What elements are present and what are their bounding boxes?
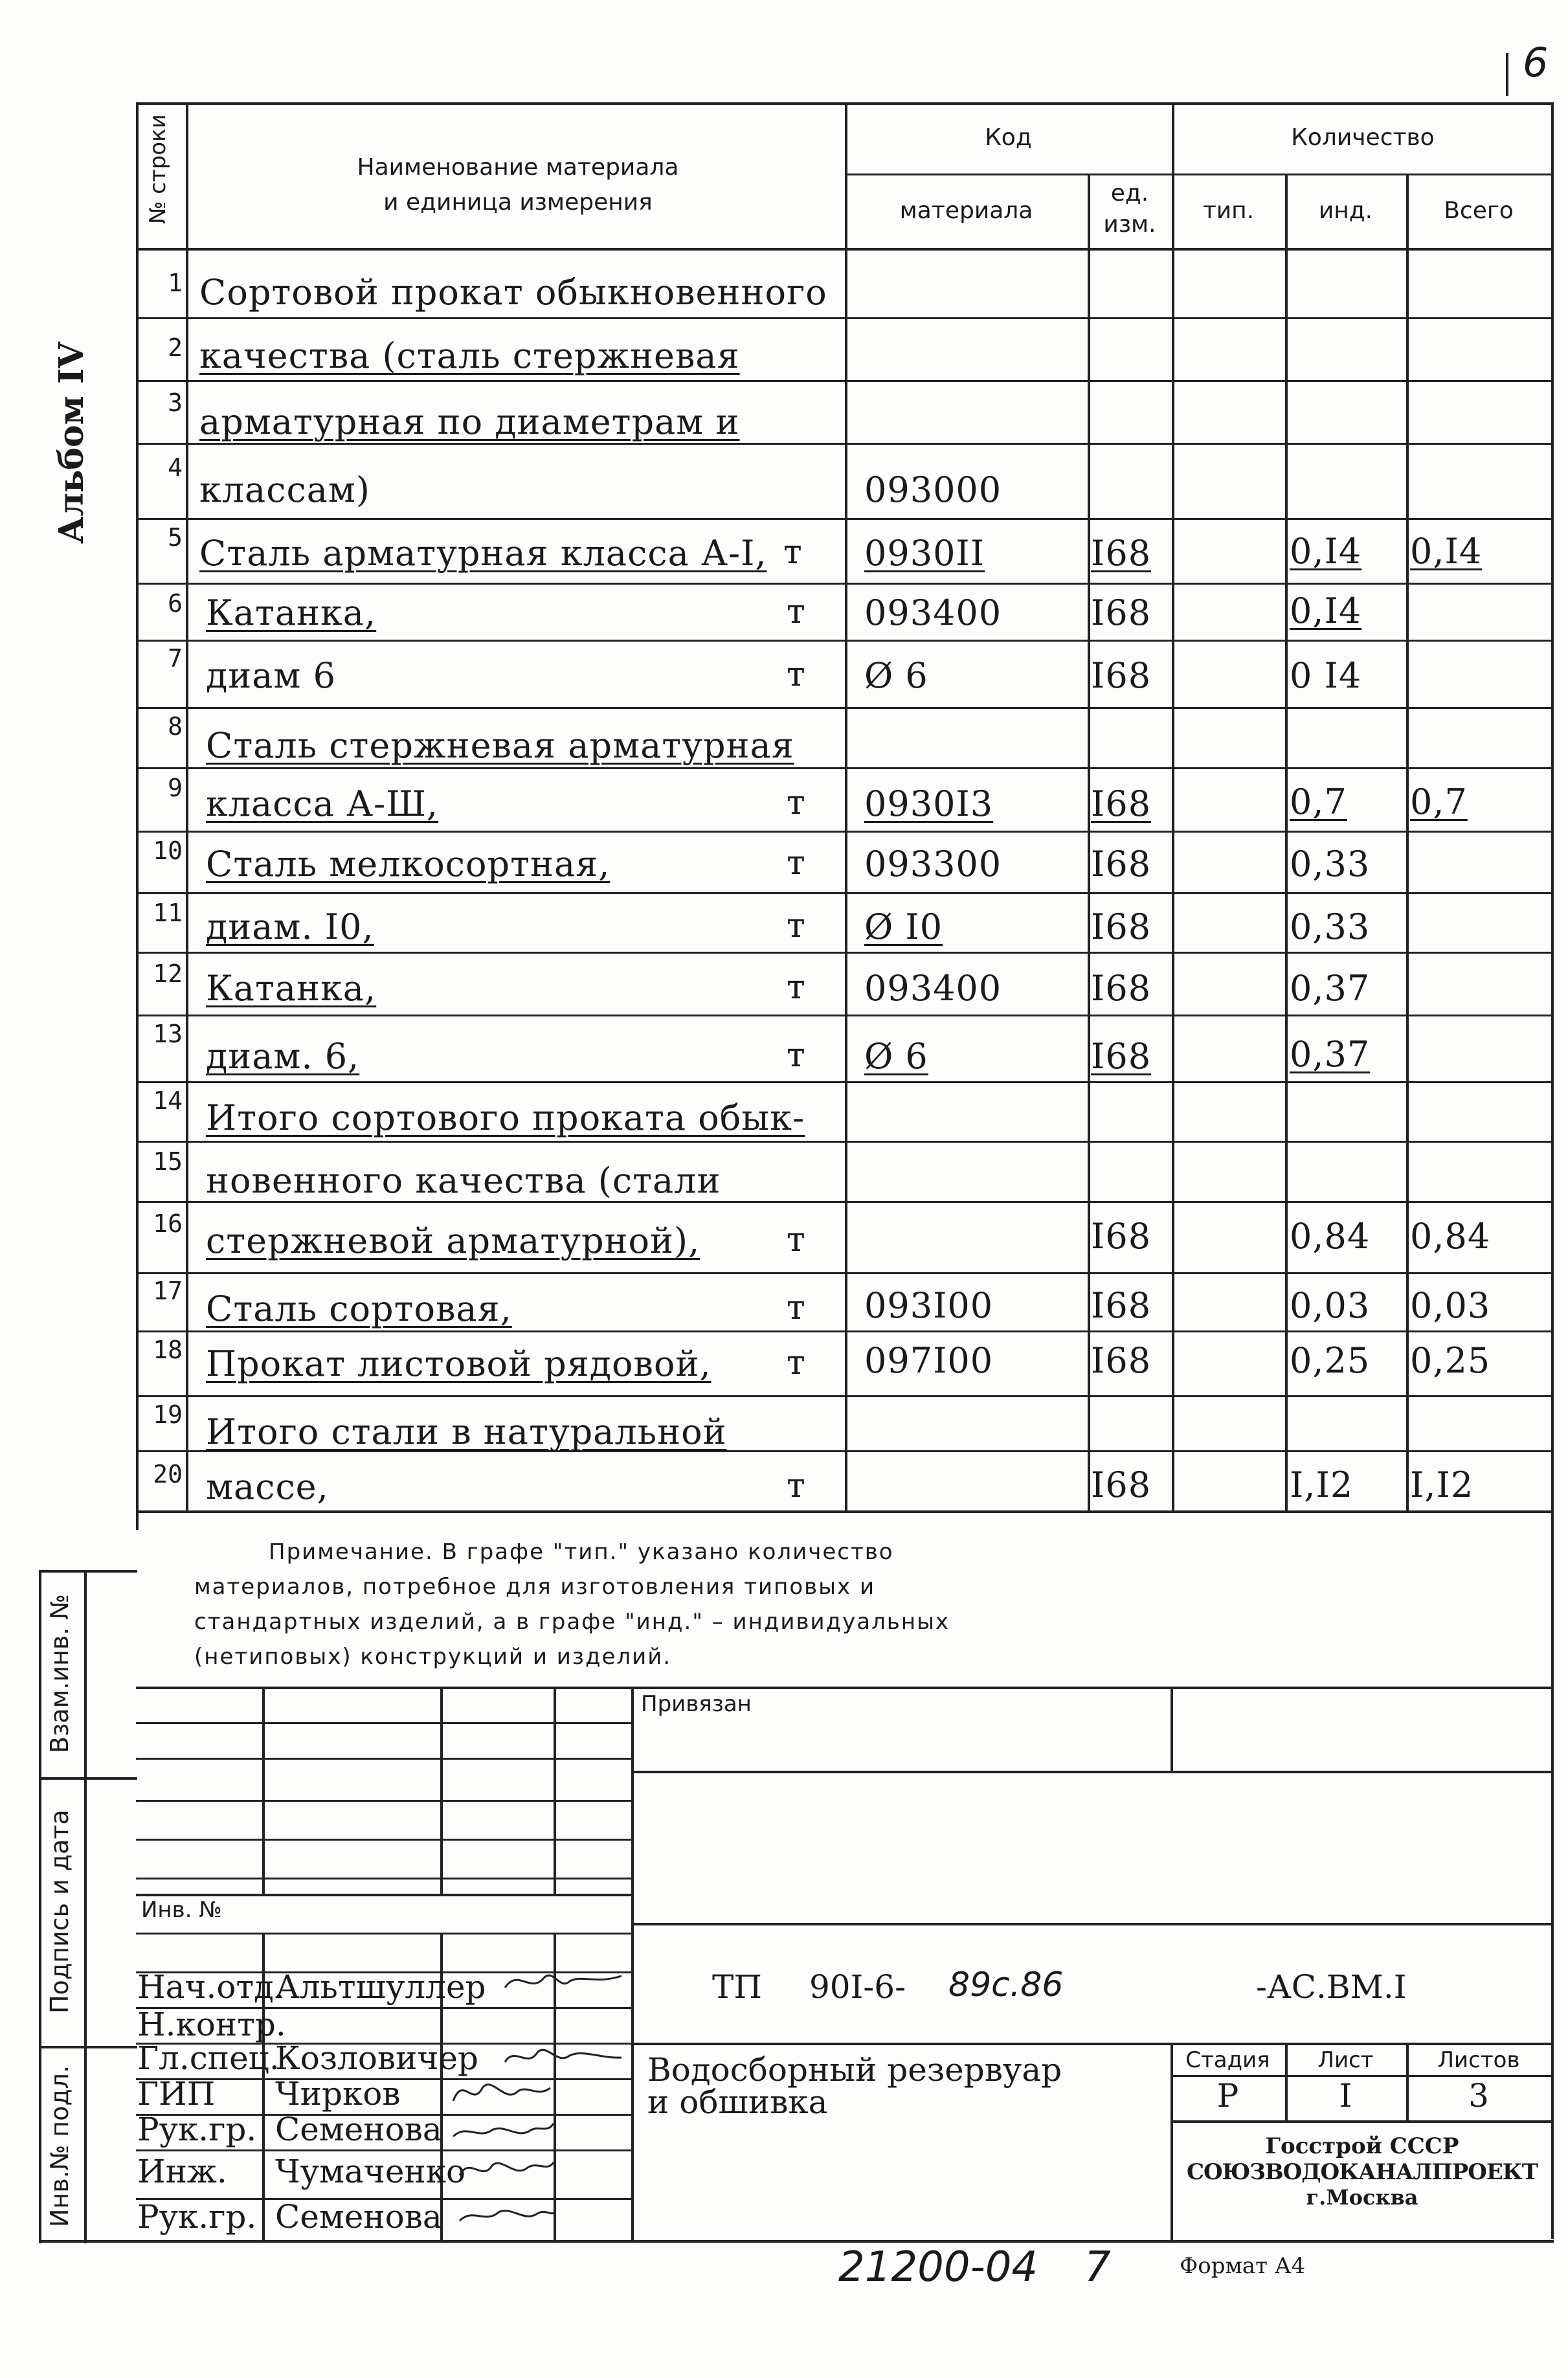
- row-code: 097I00: [864, 1340, 994, 1381]
- row-ind: 0,03: [1290, 1285, 1371, 1326]
- header-name-line1: Наименование материала: [357, 154, 679, 181]
- sig-row: [136, 1878, 633, 1879]
- role-name: Чумаченко: [275, 2153, 466, 2190]
- sheet-mark-rule: [1506, 53, 1508, 96]
- signature-3: [447, 2072, 557, 2111]
- row-ind: 0,84: [1290, 1216, 1371, 1257]
- row-sep: [136, 1330, 1554, 1332]
- row-ind: 0,7: [1290, 781, 1347, 822]
- row-ind: I,I2: [1290, 1464, 1354, 1505]
- header-row-no: № строки: [145, 114, 171, 224]
- signature-1: [498, 1962, 628, 2001]
- row-text: стержневой арматурной),: [206, 1220, 700, 1261]
- row-ed: I68: [1091, 968, 1152, 1009]
- header-material: материала: [899, 197, 1033, 224]
- row-text: качества (сталь стержневая: [199, 335, 740, 376]
- row-total: 0,25: [1410, 1340, 1491, 1381]
- header-name-line2: и единица измерения: [383, 189, 653, 216]
- col-code-divider: [1088, 175, 1090, 1510]
- sig-row: [136, 1933, 633, 1935]
- stage-label: Стадия: [1185, 2047, 1270, 2073]
- side-label-inv-podl: Инв.№ подл.: [45, 2065, 74, 2228]
- row-total: 0,7: [1410, 781, 1468, 822]
- row-number: 20: [153, 1460, 183, 1488]
- doc-suffix: -АС.ВМ.I: [1256, 1968, 1407, 2006]
- doc-number-top: [631, 1923, 1554, 1925]
- row-text: новенного качества (стали: [206, 1160, 721, 1201]
- row-unit: т: [787, 1466, 805, 1505]
- role-label: Гл.спец.: [137, 2039, 280, 2077]
- row-text: Итого сортового проката обык-: [206, 1097, 805, 1138]
- row-unit: т: [787, 1343, 805, 1382]
- row-text: Катанка,: [206, 592, 377, 633]
- row-ed: I68: [1091, 844, 1152, 884]
- row-text: Сталь стержневая арматурная: [206, 725, 794, 766]
- row-code: 093300: [864, 844, 1002, 884]
- row-sep: [136, 1395, 1554, 1397]
- row-total: I,I2: [1410, 1464, 1474, 1505]
- row-number: 16: [153, 1209, 183, 1238]
- note-line: Примечание. В графе "тип." указано количество: [269, 1539, 894, 1565]
- row-number: 6: [168, 589, 183, 618]
- row-code: Ø I0: [864, 906, 943, 947]
- row-number: 7: [168, 644, 183, 673]
- note-line: (нетиповых) конструкций и изделий.: [194, 1644, 672, 1670]
- row-number: 3: [168, 388, 183, 417]
- row-ed: I68: [1091, 1464, 1152, 1505]
- col-ind-divider: [1406, 175, 1409, 1510]
- row-unit: т: [787, 1288, 805, 1327]
- row-sep: [136, 1141, 1554, 1143]
- row-sep: [136, 443, 1554, 445]
- sig-col1: [262, 1687, 265, 1894]
- side-label-podpis: Подпись и дата: [45, 1810, 74, 2013]
- row-unit: т: [787, 906, 805, 945]
- row-sep: [136, 767, 1554, 769]
- col-typ-divider: [1285, 175, 1288, 1510]
- col-unit-divider: [1172, 102, 1174, 1510]
- row-ed: I68: [1091, 1285, 1152, 1326]
- note-line: стандартных изделий, а в графе "инд." – индивидуальных: [194, 1609, 950, 1635]
- stage-value: Р: [1216, 2077, 1239, 2114]
- row-sep: [136, 1201, 1554, 1203]
- row-ed: I68: [1091, 783, 1152, 824]
- privyazan-bottom: [631, 1771, 1554, 1773]
- row-text: диам. 6,: [206, 1036, 360, 1077]
- sig-row: [136, 1758, 633, 1760]
- row-ed: I68: [1091, 1340, 1152, 1381]
- row-unit: т: [783, 533, 802, 572]
- row-text: массе,: [206, 1466, 329, 1507]
- row-number: 17: [153, 1277, 183, 1305]
- sig-row: [136, 1894, 633, 1896]
- privyazan-right: [1170, 1687, 1173, 1771]
- sig-col4: [631, 1687, 634, 2240]
- row-ed: I68: [1091, 1216, 1152, 1257]
- row-unit: т: [787, 844, 805, 882]
- sig-row: [136, 2149, 633, 2151]
- role-name: Семенова: [275, 2198, 442, 2236]
- role-label: Рук.гр.: [137, 2198, 257, 2236]
- row-total: 0,03: [1410, 1285, 1491, 1326]
- sheets-label: Листов: [1437, 2047, 1520, 2073]
- row-sep: [136, 380, 1554, 382]
- margin-strip-sep1: [39, 1777, 137, 1780]
- row-ed: I68: [1091, 906, 1152, 947]
- signature-6: [453, 2198, 557, 2234]
- doc-number-hand: 89с.86: [948, 1966, 1064, 2004]
- stage-box-bottom: [1170, 2120, 1554, 2123]
- header-unit-line1: ед.: [1110, 180, 1149, 207]
- row-number: 18: [153, 1336, 183, 1364]
- footer-hand-page: 7: [1084, 2243, 1111, 2291]
- row-unit: т: [787, 592, 805, 631]
- row-number: 12: [153, 959, 183, 988]
- inv-no-label: Инв. №: [141, 1897, 222, 1923]
- header-typ: тип.: [1202, 197, 1255, 224]
- row-text: диам. I0,: [206, 906, 374, 947]
- org-block: [1173, 2133, 1551, 2210]
- sig-col2: [440, 1687, 443, 1894]
- row-code: Ø 6: [864, 1036, 928, 1077]
- row-sep: [136, 640, 1554, 642]
- table-left-border: [136, 102, 139, 1530]
- header-total: Всего: [1444, 197, 1514, 224]
- row-number: 10: [153, 836, 183, 865]
- row-number: 8: [168, 712, 183, 741]
- role-name: Семенова: [275, 2111, 442, 2148]
- row-sep: [136, 1015, 1554, 1016]
- row-text: Сталь арматурная класса А-I,: [199, 533, 767, 574]
- table-bottom-line: [136, 1510, 1554, 1513]
- row-code: 093400: [864, 968, 1002, 1009]
- header-unit-line2: изм.: [1103, 211, 1156, 238]
- header-quantity: Количество: [1291, 124, 1435, 151]
- org-line1: Госстрой СССР: [1265, 2133, 1459, 2159]
- row-number: 11: [153, 899, 183, 927]
- row-total: 0,I4: [1410, 531, 1483, 572]
- role-label: Нач.отд.: [137, 1968, 284, 2006]
- role-label: Инж.: [137, 2153, 227, 2190]
- row-unit: т: [787, 655, 805, 694]
- row-number: 2: [168, 333, 183, 362]
- row-ind: 0,25: [1290, 1340, 1371, 1381]
- row-sep: [136, 1272, 1554, 1274]
- doc-number: 90I-6-: [809, 1968, 906, 2006]
- row-total: 0,84: [1410, 1216, 1491, 1257]
- role-name: Чирков: [275, 2075, 401, 2113]
- row-sep: [136, 892, 1554, 894]
- row-ed: I68: [1091, 592, 1152, 633]
- header-code: Код: [985, 124, 1032, 151]
- row-text: Сталь мелкосортная,: [206, 844, 610, 884]
- row-sep: [136, 317, 1554, 319]
- row-ind: 0,I4: [1290, 590, 1362, 631]
- sig-row: [136, 1839, 633, 1841]
- title-block-bottom: [39, 2240, 1554, 2243]
- role-label: Рук.гр.: [137, 2111, 257, 2148]
- signature-5: [453, 2149, 557, 2188]
- org-line3: г.Москва: [1306, 2185, 1418, 2210]
- row-number: 14: [153, 1086, 183, 1115]
- table-top-border: [136, 102, 1554, 105]
- doc-title-top: [631, 2043, 1554, 2045]
- row-number: 13: [153, 1020, 183, 1048]
- row-ind: 0,37: [1290, 1034, 1371, 1075]
- row-ed: I68: [1091, 533, 1152, 574]
- row-sep: [136, 583, 1554, 585]
- row-number: 4: [168, 453, 183, 482]
- row-sep: [136, 831, 1554, 833]
- sheet-label: Лист: [1317, 2047, 1374, 2073]
- row-number: 1: [168, 269, 183, 297]
- header-unit: [1088, 178, 1172, 240]
- margin-strip-mid: [84, 1570, 87, 2243]
- row-unit: т: [787, 783, 805, 822]
- row-text: Сталь сортовая,: [206, 1288, 512, 1329]
- header-ind: инд.: [1318, 197, 1373, 224]
- row-code: 093I00: [864, 1285, 994, 1326]
- row-ind: 0,37: [1290, 968, 1371, 1009]
- row-ind: 0,33: [1290, 844, 1371, 884]
- row-text: Катанка,: [206, 968, 377, 1009]
- signature-4: [447, 2114, 557, 2149]
- row-sep: [136, 952, 1554, 954]
- row-number: 9: [168, 774, 183, 802]
- org-line2: СОЮЗВОДОКАНАЛПРОЕКТ: [1186, 2159, 1538, 2185]
- privyazan-label: Привязан: [641, 1691, 752, 1717]
- sig-row: [136, 1722, 633, 1724]
- side-label-vzam: Взам.инв. №: [45, 1594, 74, 1753]
- row-code: 0930II: [864, 533, 985, 574]
- row-text: Сортовой прокат обыкновенного: [199, 272, 827, 313]
- row-ed: I68: [1091, 655, 1152, 696]
- sheets-value: 3: [1468, 2077, 1489, 2114]
- row-code: 0930I3: [864, 783, 994, 824]
- row-number: 15: [153, 1147, 183, 1176]
- row-number: 19: [153, 1400, 183, 1429]
- sheet-mark: 6: [1523, 39, 1549, 86]
- sig-col3: [554, 1687, 556, 1894]
- album-label: Альбом IV: [52, 342, 91, 544]
- role-name: Альтшуллер: [275, 1968, 486, 2006]
- format-label: Формат А4: [1180, 2253, 1306, 2279]
- title-block-top: [136, 1687, 1554, 1689]
- sig-row: [136, 1800, 633, 1802]
- row-ind: 0 I4: [1290, 655, 1362, 696]
- row-sep: [136, 1081, 1554, 1083]
- header-name: [194, 150, 842, 220]
- row-code: Ø 6: [864, 655, 928, 696]
- footer-hand-number: 21200-04: [838, 2243, 1038, 2291]
- row-unit: т: [787, 1220, 805, 1259]
- row-number: 5: [168, 523, 183, 552]
- row-code: 093400: [864, 592, 1002, 633]
- row-text: арматурная по диаметрам и: [199, 401, 740, 442]
- signature-2: [498, 2039, 628, 2072]
- row-text: классам): [199, 469, 370, 510]
- margin-strip-left: [39, 1570, 41, 2243]
- row-sep: [136, 707, 1554, 709]
- note-block: [194, 1534, 1075, 1674]
- header-mid-line: [845, 174, 1554, 175]
- row-text: Итого стали в натуральной: [206, 1411, 727, 1452]
- role-name: Козловичер: [275, 2039, 479, 2077]
- header-bottom-line: [136, 248, 1554, 251]
- role-label: ГИП: [137, 2075, 216, 2113]
- row-text: Прокат листовой рядовой,: [206, 1343, 711, 1384]
- row-unit: т: [787, 1036, 805, 1075]
- col-name-divider: [845, 102, 847, 1510]
- sheet-value: I: [1339, 2077, 1352, 2114]
- note-line: материалов, потребное для изготовления типовых и: [194, 1574, 876, 1600]
- row-sep: [136, 518, 1554, 520]
- row-ind: 0,I4: [1290, 531, 1362, 572]
- doc-title-line1: Водосборный резервуар: [647, 2051, 1062, 2089]
- margin-strip-top: [39, 1570, 137, 1573]
- row-ind: 0,33: [1290, 906, 1371, 947]
- doc-title-line2: и обшивка: [647, 2083, 828, 2121]
- table-right-border: [1551, 102, 1554, 2239]
- col-num-divider: [186, 102, 188, 1510]
- row-code: 093000: [864, 469, 1002, 510]
- row-text: диам 6: [206, 655, 336, 696]
- role-label: Н.контр.: [137, 2006, 286, 2043]
- row-text: класса А-Ш,: [206, 783, 439, 824]
- row-unit: т: [787, 968, 805, 1007]
- row-ed: I68: [1091, 1036, 1152, 1077]
- doc-prefix: ТП: [712, 1968, 762, 2006]
